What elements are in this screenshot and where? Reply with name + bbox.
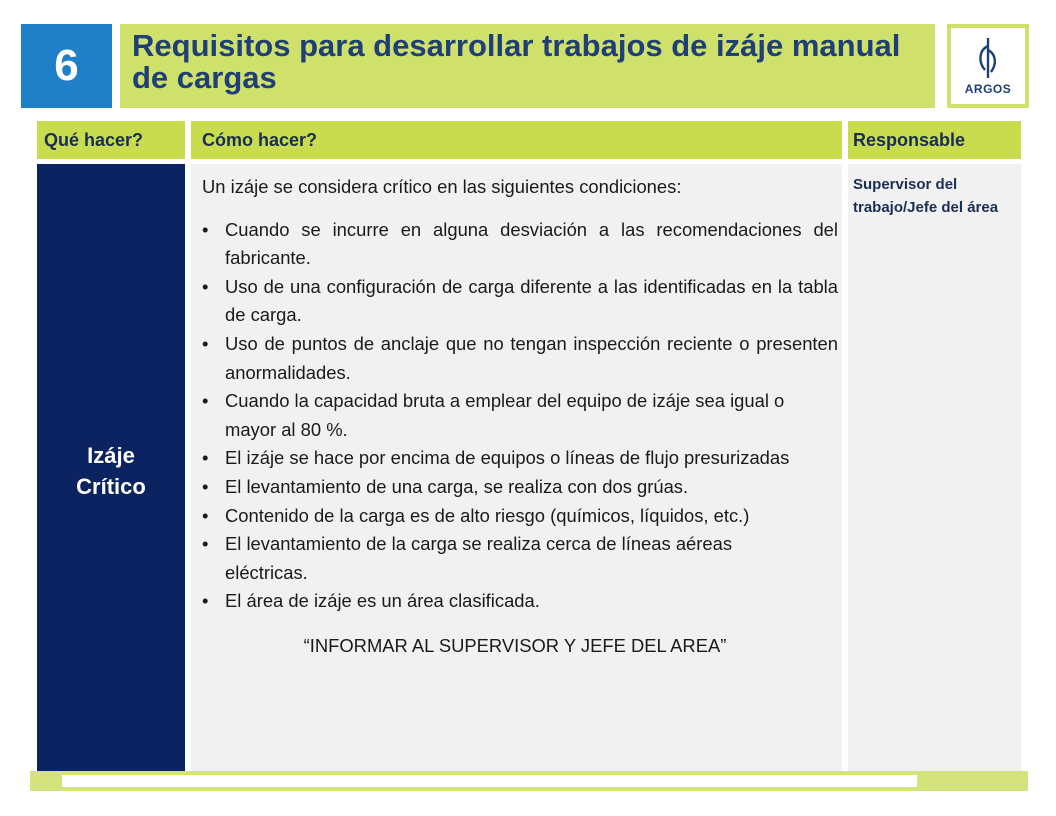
argos-logo-icon xyxy=(975,36,1001,80)
conditions-list xyxy=(202,216,838,616)
slide-number: 6 xyxy=(21,24,112,108)
callout-text: “INFORMAR AL SUPERVISOR Y JEFE DEL AREA” xyxy=(303,634,727,656)
list-item: • Cuando se incurre en alguna desviación a las recomendaciones del fabricante. xyxy=(202,216,838,273)
list-item: • Cuando la capacidad bruta a emplear del equipo de izáje sea igual o mayor al 80 %. xyxy=(202,387,838,444)
responsable-text: Supervisor del trabajo/Jefe del área xyxy=(853,176,999,216)
list-item: • Contenido de la carga es de alto riesgo (químicos, líquidos, etc.) xyxy=(202,502,838,531)
footer-inner xyxy=(62,775,917,787)
list-item: • Uso de puntos de anclaje que no tengan inspección reciente o presenten anormalidades. xyxy=(202,330,838,387)
header-que-hacer: Qué hacer? xyxy=(37,121,185,159)
slide-title: Requisitos para desarrollar trabajos de izáje manual de cargas xyxy=(120,24,935,108)
list-item: • El levantamiento de una carga, se realiza con dos grúas. xyxy=(202,473,838,502)
header-como-hacer: Cómo hacer? xyxy=(191,121,842,159)
list-item: • Uso de una configuración de carga diferente a las identificadas en la tabla de carga. xyxy=(202,273,838,330)
logo xyxy=(951,28,1025,104)
header-responsable: Responsable xyxy=(848,121,1021,159)
list-item: • El área de izáje es un área clasificada. xyxy=(202,587,838,616)
list-item: • El levantamiento de la carga se realiza cerca de líneas aéreas eléctricas. xyxy=(202,530,838,587)
que-hacer-cell xyxy=(37,164,185,777)
que-hacer-label: Izáje Crítico xyxy=(76,442,146,499)
intro-text: Un izáje se considera crítico en las siguientes condiciones: xyxy=(202,176,682,197)
responsable-cell xyxy=(848,164,1021,777)
logo-container xyxy=(947,24,1029,108)
list-item: • El izáje se hace por encima de equipos o líneas de flujo presurizadas xyxy=(202,444,838,473)
como-hacer-cell xyxy=(191,164,842,777)
logo-text: ARGOS xyxy=(964,82,1012,96)
